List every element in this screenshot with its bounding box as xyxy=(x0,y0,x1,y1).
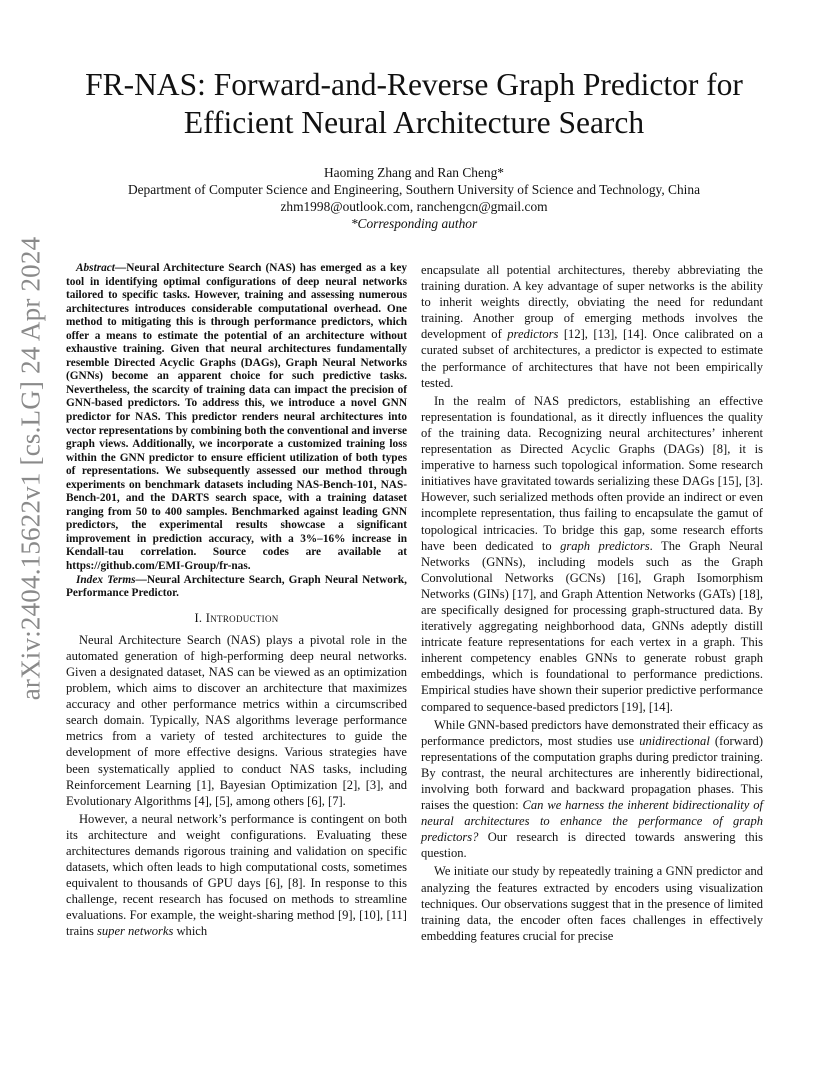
author-emails: zhm1998@outlook.com, ranchengcn@gmail.com xyxy=(280,199,548,214)
intro-paragraph-1: Neural Architecture Search (NAS) plays a pivotal role in the automated generation of high-performing deep neural networks. Given a designated dataset, NAS can be viewed as an optimization problem, which aims to discover an architecture that maximizes accuracy and other performance metrics within a circumscribed search domain. Typically, NAS algorithms leverage performance metrics from a variety of tested architectures to guide the development of more effective designs. Various strategies have been systematically applied to conduct NAS tasks, including Reinforcement Learning [1], Bayesian Optimization [2], [3], and Evolutionary Algorithms [4], [5], among others [6], [7]. xyxy=(66,632,407,808)
intro-paragraph-2-text: However, a neural network’s performance is contingent on both its architecture and weight configurations. Evaluating these architectures demands rigorous training and validation on specific datasets, which often leads to high computational costs, sometimes equivalent to thousands of GPU days [6], [8]. In response to this challenge, recent research has focused on methods to streamline evaluations. For example, the weight-sharing method [9], [10], [11] trains xyxy=(66,811,407,939)
right-paragraph-3-text-c: Our research is directed towards answering this question. xyxy=(421,830,763,861)
super-networks-term: super networks xyxy=(97,924,174,939)
right-paragraph-3-text-a: While GNN-based predictors have demonstrated their efficacy as performance predictors, most studies use xyxy=(421,717,763,748)
index-terms-lead: Index Terms xyxy=(76,573,136,586)
predictors-term: predictors xyxy=(507,327,559,342)
right-paragraph-2-end: . The Graph Neural Networks (GNNs), including models such as the Graph Convolutional Networks (GCNs) [16], Graph Isomorphism Networks (GINs) [17], and Graph Attention Networks (GATs) [18], are specifically designed for processing graph-structured data. By iteratively aggregating neighborhood data, GNNs adeptly distill intricate feature representations for each vertex in a graph. This inherent competency enables GNNs to generate robust graph embeddings, which is foundational to performance predictions. Empirical studies have shown their superior predictive performance compared to sequence-based predictors [19], [14]. xyxy=(421,538,763,714)
section-title: Introduction xyxy=(205,610,279,625)
author-affiliation: Department of Computer Science and Engineering, Southern University of Science and Technology, China xyxy=(127,182,701,197)
right-column xyxy=(421,262,763,946)
title-line-1: FR-NAS: Forward-and-Reverse Graph Predictor for xyxy=(85,67,743,102)
intro-paragraph-2 xyxy=(66,811,407,940)
right-paragraph-1-end: [12], [13], [14]. Once calibrated on a curated subset of architectures, a predictor is expected to estimate the performance of architectures that have not been empirically tested. xyxy=(421,327,764,390)
arxiv-identifier-text: arXiv:2404.15622v1 [cs.LG] 24 Apr 2024 xyxy=(15,236,46,700)
index-terms-text: —Neural Architecture Search, Graph Neural Network, Performance Predictor. xyxy=(66,573,407,600)
right-paragraph-1 xyxy=(421,262,763,391)
right-paragraph-1-text: encapsulate all potential architectures, thereby abbreviating the training duration. A key advantage of super networks is the ability to inherit weights directly, obviating the need for redundant training. Another group of emerging methods involves the development of xyxy=(421,263,763,342)
right-paragraph-3-text-b: (forward) representations of the computation graphs during predictor training. By contrast, the neural architectures are inherently bidirectional, involving both forward and backward propagation phases. This raises the question: xyxy=(421,733,763,813)
corresponding-author-note: *Corresponding author xyxy=(350,216,478,231)
section-number: I. xyxy=(194,610,203,625)
unidirectional-term: unidirectional xyxy=(639,733,710,748)
arxiv-identifier-watermark xyxy=(14,236,48,700)
section-heading-introduction xyxy=(66,610,407,626)
abstract-lead: Abstract xyxy=(76,262,115,274)
right-paragraph-3 xyxy=(421,717,763,862)
graph-predictors-term: graph predictors xyxy=(560,538,650,553)
right-paragraph-2-text: In the realm of NAS predictors, establishing an effective representation is foundational, as it directly influences the quality of the training data. Recognizing neural architectures’ inherent representation as Directed Acyclic Graphs (DAGs) [8], it is imperative to harness such topological information. Some research initiatives have gravitated towards serializing these DAGs [15], [3]. However, such serialized methods often provide an indirect or even incomplete representation, thus failing to encapsulate the gamut of topological intricacies. To bridge this gap, some research efforts have been dedicated to xyxy=(421,393,763,553)
right-paragraph-4: We initiate our study by repeatedly training a GNN predictor and analyzing the features extracted by encoders using visualization techniques. Our observations suggest that in the presence of limited training data, the encoder often faces challenges in effectively embedding features crucial for precise xyxy=(421,864,763,943)
index-terms xyxy=(66,574,407,601)
abstract xyxy=(66,262,407,574)
abstract-text: —Neural Architecture Search (NAS) has emerged as a key tool in identifying optimal configurations of deep neural networks tailored to specific tasks. However, training and assessing numerous architectures introduces considerable computational overhead. One method to mitigating this is through performance predictors, which offer a means to estimate the potential of an architecture without exhaustive training. Given that neural architectures fundamentally resemble Directed Acyclic Graphs (DAGs), Graph Neural Networks (GNNs) become an apparent choice for such predictive tasks. Nevertheless, the scarcity of training data can impact the precision of GNN-based predictors. To address this, we introduce a novel GNN predictor for NAS. This predictor renders neural architectures into vector representations by combining both the conventional and inverse graph views. Additionally, we incorporate a customized training loss within the GNN predictor to ensure efficient utilization of both types of representations. We subsequently assessed our method through experiments on benchmark datasets including NAS-Bench-101, NAS-Bench-201, and the DARTS search space, with a training dataset ranging from 50 to 400 samples. Benchmarked against leading GNN predictors, the experimental results showcase a significant improvement in prediction accuracy, with a 3%–16% increase in Kendall-tau correlation. Source codes are available at https://github.com/EMI-Group/fr-nas. xyxy=(66,262,407,573)
author-names: Haoming Zhang and Ran Cheng* xyxy=(324,165,504,180)
left-column xyxy=(66,262,407,942)
paper-title xyxy=(0,66,828,142)
title-line-2: Efficient Neural Architecture Search xyxy=(183,105,645,140)
research-question: Can we harness the inherent bidirectionality of neural architectures to enhance the performance of graph predictors? xyxy=(421,798,763,845)
author-block xyxy=(0,164,828,232)
intro-paragraph-2-end: which xyxy=(173,924,208,939)
right-paragraph-2 xyxy=(421,393,763,715)
